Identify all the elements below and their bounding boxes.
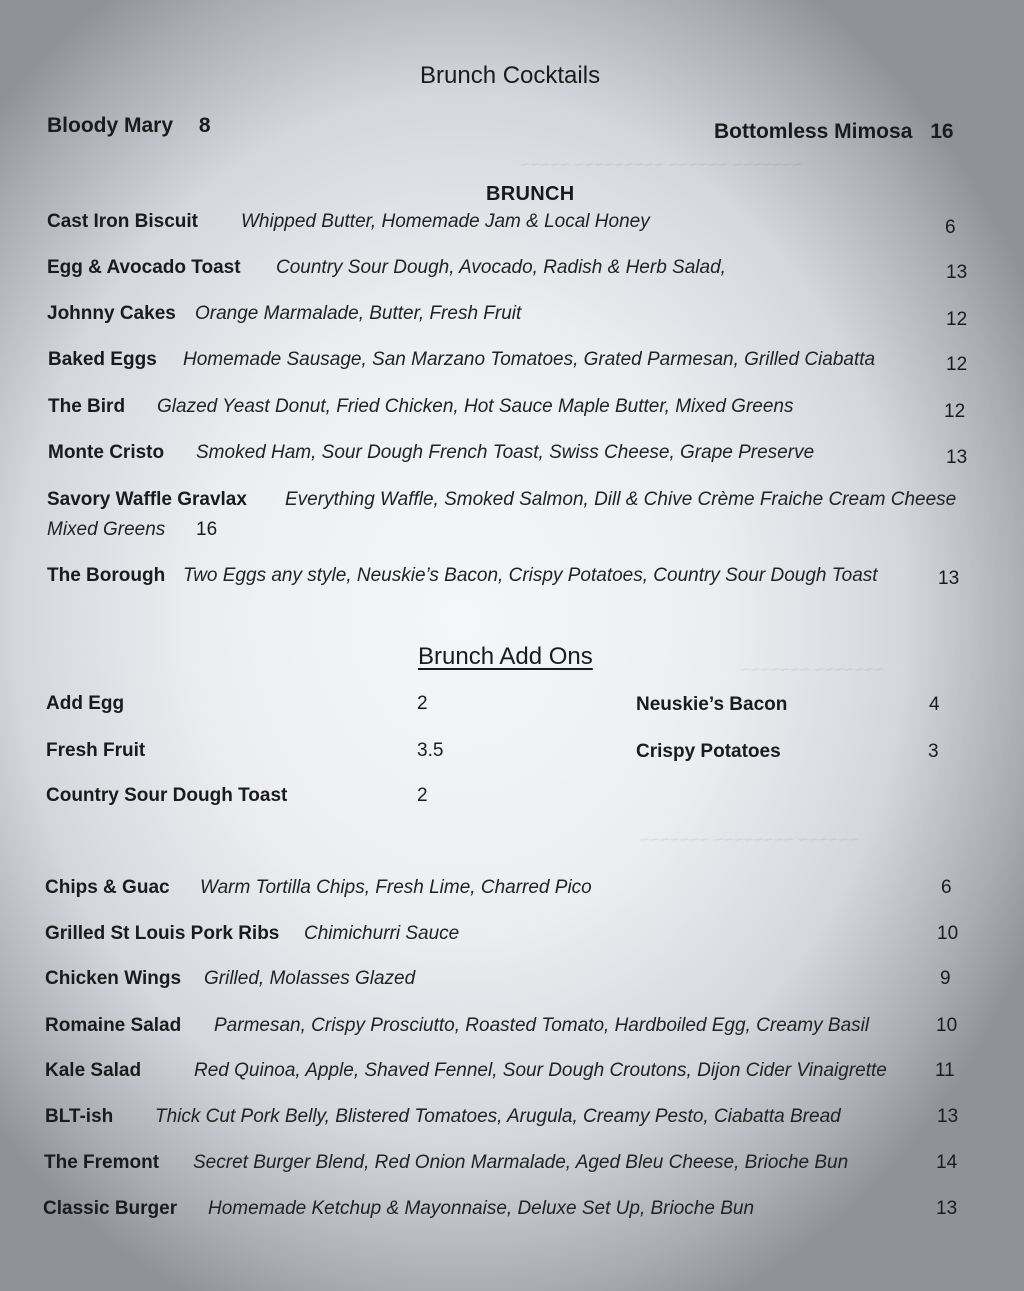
menu-item [0, 968, 1024, 998]
addon-name: Fresh Fruit [46, 740, 146, 761]
item-description: Orange Marmalade, Butter, Fresh Fruit [195, 303, 522, 324]
item-name: Savory Waffle Gravlax [47, 489, 247, 510]
cocktail-name: Bottomless Mimosa [714, 120, 913, 143]
cocktail-price: 16 [930, 120, 954, 143]
item-description: Homemade Sausage, San Marzano Tomatoes, Grated Parmesan, Grilled Ciabatta [183, 349, 876, 370]
item-name: Classic Burger [43, 1198, 178, 1219]
item-price: 13 [937, 1106, 959, 1127]
menu-item [0, 442, 1024, 472]
item-description: Secret Burger Blend, Red Onion Marmalade, Aged Bleu Cheese, Brioche Bun [193, 1152, 849, 1173]
item-description: Red Quinoa, Apple, Shaved Fennel, Sour Dough Croutons, Dijon Cider Vinaigrette [194, 1060, 887, 1081]
item-description: Whipped Butter, Homemade Jam & Local Honey [241, 211, 650, 232]
menu-item [0, 303, 1024, 333]
item-price: 13 [938, 568, 960, 589]
addon-name: Crispy Potatoes [636, 741, 781, 762]
item-name: Monte Cristo [48, 442, 165, 463]
item-description: Glazed Yeast Donut, Fried Chicken, Hot Sauce Maple Butter, Mixed Greens [157, 396, 794, 417]
item-name: Cast Iron Biscuit [47, 211, 198, 232]
item-description: Smoked Ham, Sour Dough French Toast, Swiss Cheese, Grape Preserve [196, 442, 815, 463]
bleed-through-text: ~~~~~~~ ~~~~~~ ~~~~~~~~~ ~~~~~ [520, 155, 803, 174]
item-price: 10 [936, 1015, 958, 1036]
item-price: 9 [940, 968, 951, 989]
addon-item [0, 741, 1024, 771]
item-description: Homemade Ketchup & Mayonnaise, Deluxe Set Up, Brioche Bun [208, 1198, 755, 1219]
cocktail-price: 8 [198, 114, 211, 137]
item-name: The Borough [47, 565, 166, 586]
addon-price: 2 [417, 785, 428, 806]
cocktails-heading: Brunch Cocktails [420, 62, 601, 89]
item-description: Chimichurri Sauce [304, 923, 460, 944]
addons-heading: Brunch Add Ons [418, 643, 593, 670]
item-name: Romaine Salad [45, 1015, 182, 1036]
item-description: Warm Tortilla Chips, Fresh Lime, Charred Pico [200, 877, 592, 898]
item-price: 6 [945, 217, 956, 238]
addon-price: 4 [929, 694, 940, 715]
menu-item [0, 396, 1024, 426]
addon-name: Country Sour Dough Toast [46, 785, 288, 806]
item-price: 12 [946, 309, 968, 330]
item-name: BLT-ish [45, 1106, 114, 1127]
item-description: Grilled, Molasses Glazed [204, 968, 416, 989]
item-description: Two Eggs any style, Neuskie’s Bacon, Crispy Potatoes, Country Sour Dough Toast [183, 565, 878, 586]
item-price: 12 [946, 354, 968, 375]
cocktail-item [714, 120, 954, 144]
addon-name: Neuskie’s Bacon [636, 694, 788, 715]
menu-item [0, 565, 1024, 595]
item-price: 12 [944, 401, 966, 422]
menu-item [0, 877, 1024, 907]
menu-item [0, 1198, 1024, 1228]
addon-item [0, 694, 1024, 724]
item-description: Country Sour Dough, Avocado, Radish & Herb Salad, [276, 257, 726, 278]
item-description: Thick Cut Pork Belly, Blistered Tomatoes, Arugula, Creamy Pesto, Ciabatta Bread [155, 1106, 841, 1127]
addon-name: Add Egg [46, 693, 125, 714]
item-price: 16 [196, 519, 218, 540]
addon-price: 3 [928, 741, 939, 762]
item-name: Kale Salad [45, 1060, 142, 1081]
item-description: Parmesan, Crispy Prosciutto, Roasted Tomato, Hardboiled Egg, Creamy Basil [214, 1015, 870, 1036]
addon-item [0, 785, 1024, 815]
menu-item [0, 1106, 1024, 1136]
item-price: 13 [946, 447, 968, 468]
item-name: Chicken Wings [45, 968, 182, 989]
item-price: 10 [937, 923, 959, 944]
addon-price: 3.5 [417, 740, 444, 761]
bleed-through-text: ~~~~~~ ~~~~~~~~ ~~~~~~~ [640, 830, 858, 849]
menu-item [0, 349, 1024, 379]
item-name: Chips & Guac [45, 877, 170, 898]
item-name: Egg & Avocado Toast [47, 257, 241, 278]
item-price: 13 [936, 1198, 958, 1219]
item-price: 6 [941, 877, 952, 898]
menu-item [0, 1015, 1024, 1045]
item-name: Baked Eggs [48, 349, 157, 370]
item-name: Johnny Cakes [47, 303, 176, 324]
item-name: Grilled St Louis Pork Ribs [45, 923, 280, 944]
menu-item [0, 257, 1024, 287]
item-price: 13 [946, 262, 968, 283]
item-price: 14 [936, 1152, 958, 1173]
menu-item [0, 1060, 1024, 1090]
menu-item [0, 211, 1024, 241]
cocktail-name: Bloody Mary [47, 114, 174, 137]
item-price: 11 [935, 1060, 955, 1081]
bleed-through-text: ~~~~~~~ ~~~~~~~ [740, 660, 884, 679]
item-description: Everything Waffle, Smoked Salmon, Dill & Chive Crème Fraiche Cream Cheese [285, 489, 957, 510]
menu-item [0, 489, 1024, 549]
item-name: The Bird [48, 396, 126, 417]
brunch-heading: BRUNCH [486, 183, 575, 205]
menu-item [0, 923, 1024, 953]
menu-item [0, 1152, 1024, 1182]
item-name: The Fremont [44, 1152, 160, 1173]
addon-price: 2 [417, 693, 428, 714]
cocktail-item [47, 114, 211, 138]
item-description-cont: Mixed Greens [47, 519, 166, 540]
